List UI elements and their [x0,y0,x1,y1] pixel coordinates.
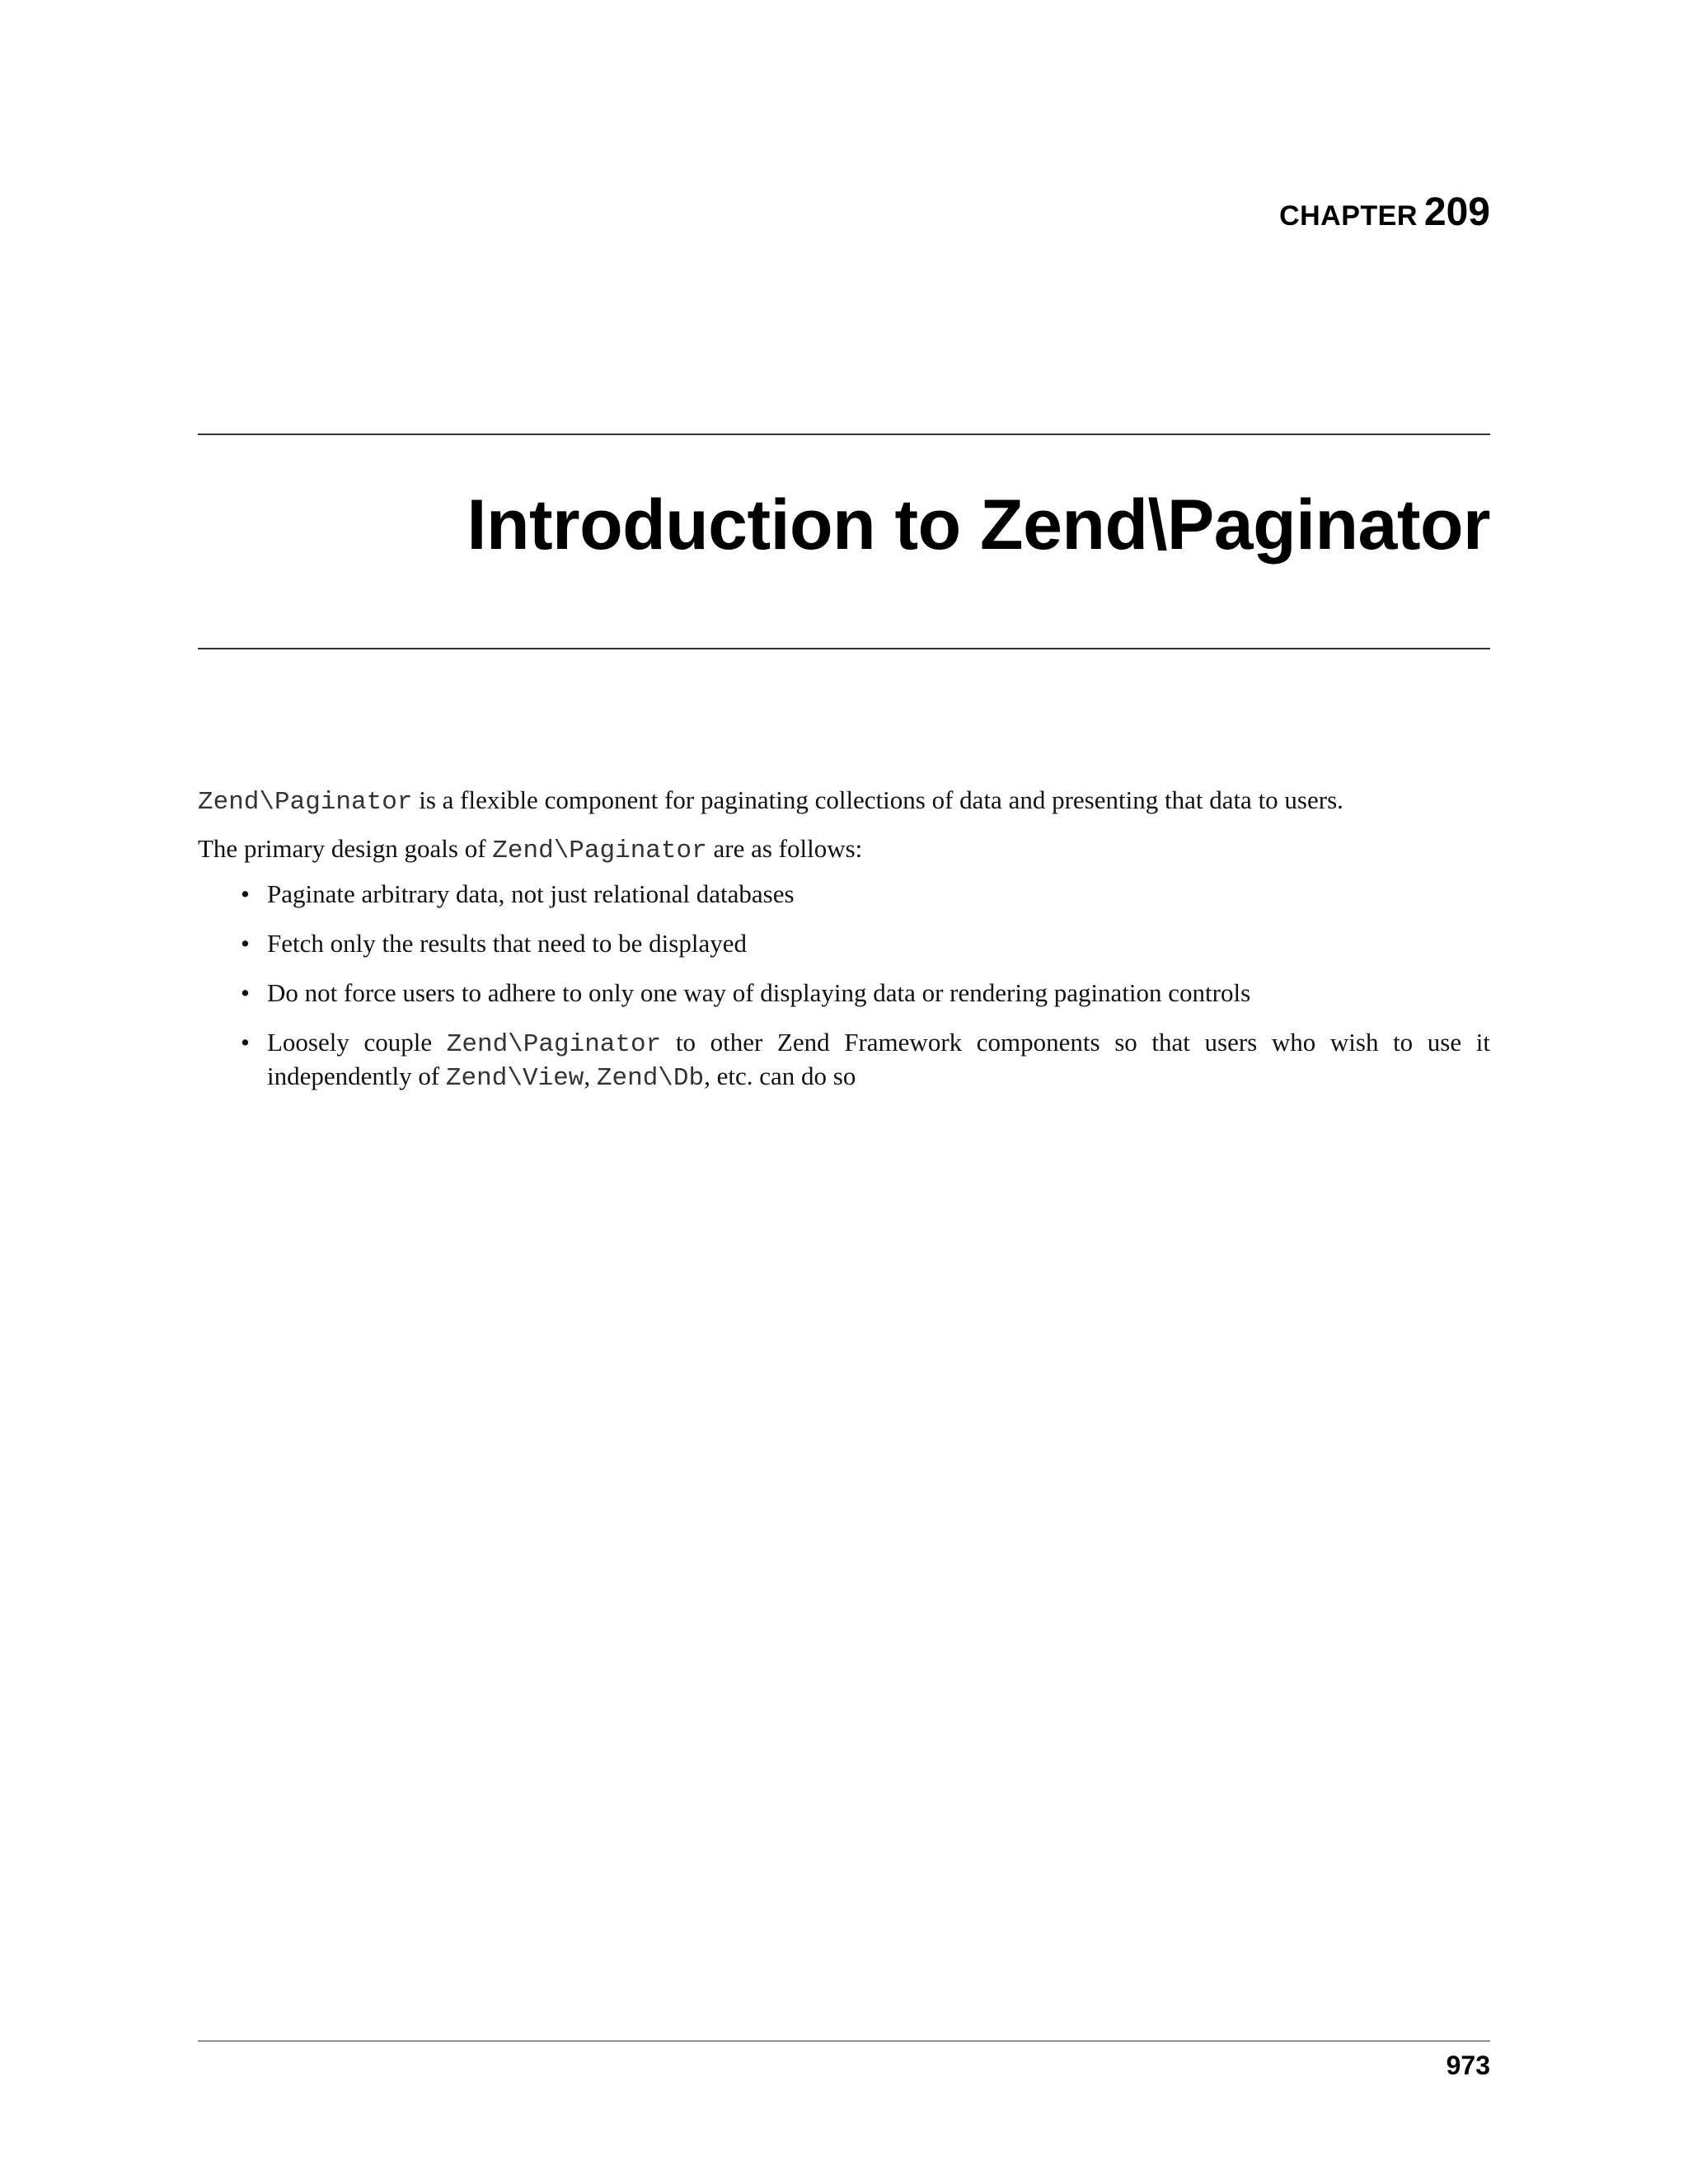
goals-intro-paragraph [198,833,1490,867]
bullet-icon: • [241,929,250,958]
list-item-text-part: , etc. can do so [704,1062,856,1090]
intro-paragraph [198,785,1490,818]
list-item-text: Fetch only the results that need to be displayed [267,929,747,958]
list-item-text-part: , [584,1062,597,1090]
list-item-text-part: Loosely couple [267,1028,447,1057]
bullet-icon: • [241,879,250,908]
db-code: Zend\Db [596,1064,705,1093]
list-item [198,1027,1490,1094]
chapter-number: 209 [1423,190,1490,234]
bullet-icon: • [241,978,250,1007]
list-item [198,928,1490,959]
list-item [198,977,1490,1009]
list-item-text-part: to other Zend Framework components so that users who wish to use it independently of [267,1028,1490,1090]
design-goals-list [198,879,1490,1113]
list-item-text: Paginate arbitrary data, not just relational databases [267,879,795,908]
paginator-code: Zend\Paginator [446,1030,662,1059]
goals-intro-after: are as follows: [706,834,863,863]
intro-text: is a flexible component for paginating collections of data and presenting that data to users. [412,785,1343,814]
title-top-rule [198,434,1490,435]
chapter-label [1279,190,1490,235]
title-bottom-rule [198,648,1490,649]
bullet-icon: • [241,1028,250,1057]
list-item [198,879,1490,910]
goals-intro-code: Zend\Paginator [492,837,707,865]
chapter-word: CHAPTER [1279,200,1418,232]
list-item-text: Do not force users to adhere to only one way of displaying data or rendering pagination controls [267,978,1251,1007]
view-code: Zend\View [445,1064,584,1093]
page-number: 973 [1446,2050,1490,2080]
chapter-title: Introduction to Zend\Paginator [467,485,1490,565]
goals-intro-before: The primary design goals of [198,834,493,863]
intro-code: Zend\Paginator [198,788,413,817]
